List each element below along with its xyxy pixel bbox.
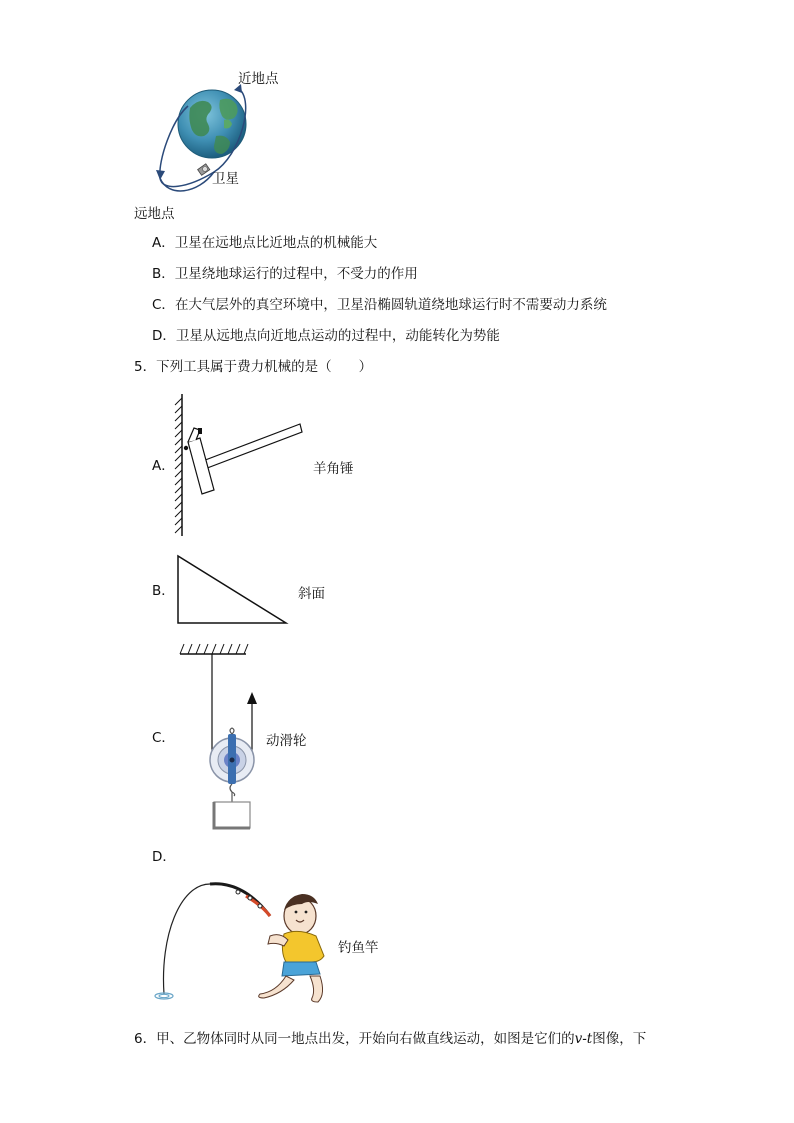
inclined-plane-figure	[176, 554, 290, 626]
q5-option-d-letter[interactable]: D．	[152, 849, 176, 865]
nail	[198, 428, 202, 434]
q5-option-a-letter[interactable]: A．	[152, 458, 175, 474]
q5-stem: 5．下列工具属于费力机械的是（ ）	[134, 359, 373, 375]
q6-stem	[134, 1030, 646, 1048]
q5-option-d-tool: 钓鱼竿	[338, 940, 379, 956]
orbit-arrow-icon	[156, 170, 165, 180]
q6-stem-text: 6．甲、乙物体同时从同一地点出发，开始向右做直线运动，如图是它们的	[134, 1031, 575, 1047]
q5-option-b-tool: 斜面	[298, 586, 325, 602]
option-text: 卫星在远地点比近地点的机械能大	[174, 235, 378, 251]
ceiling-hatching	[180, 644, 248, 654]
q4-option-c[interactable]	[152, 296, 607, 314]
fisherman-figure	[259, 894, 324, 1002]
movable-pulley-figure	[176, 636, 266, 836]
satellite-icon	[203, 167, 208, 172]
fishing-rod-figure	[150, 876, 340, 1006]
q5-option-c-tool: 动滑轮	[266, 733, 307, 749]
q5-option-b-letter[interactable]: B．	[152, 583, 175, 599]
up-arrow-icon	[247, 692, 257, 704]
q5-option-c-letter[interactable]: C．	[152, 730, 175, 746]
option-text: 卫星绕地球运行的过程中，不受力的作用	[174, 266, 418, 282]
option-text: 在大气层外的真空环境中，卫星沿椭圆轨道绕地球运行时不需要动力系统	[174, 297, 607, 313]
wall-hatching	[175, 398, 182, 533]
weight-block	[214, 802, 250, 828]
option-letter: B．	[152, 266, 175, 282]
hook-icon	[230, 728, 234, 734]
fishing-line	[163, 884, 210, 994]
nail-point	[184, 446, 188, 450]
apogee-label: 远地点	[134, 206, 175, 222]
q5-option-a-tool: 羊角锤	[313, 461, 354, 477]
satellite-label: 卫星	[212, 171, 239, 187]
option-letter: D．	[152, 328, 176, 344]
fishing-rod	[210, 884, 270, 916]
q4-option-a[interactable]	[152, 234, 377, 252]
claw-hammer-figure	[172, 390, 312, 540]
satellite-orbit-figure	[128, 60, 298, 220]
option-text: 卫星从远地点向近地点运动的过程中，动能转化为势能	[175, 328, 500, 344]
hammer-handle	[200, 424, 302, 470]
q4-option-b[interactable]	[152, 265, 418, 283]
perigee-label: 近地点	[238, 71, 279, 87]
q4-option-d[interactable]	[152, 327, 500, 345]
option-letter: C．	[152, 297, 175, 313]
earth-globe	[178, 90, 246, 158]
q6-stem-vt: v-t	[574, 1031, 593, 1047]
q6-stem-text-end: 图像，下	[592, 1031, 647, 1047]
orbit-path-front	[160, 172, 214, 191]
option-letter: A．	[152, 235, 175, 251]
